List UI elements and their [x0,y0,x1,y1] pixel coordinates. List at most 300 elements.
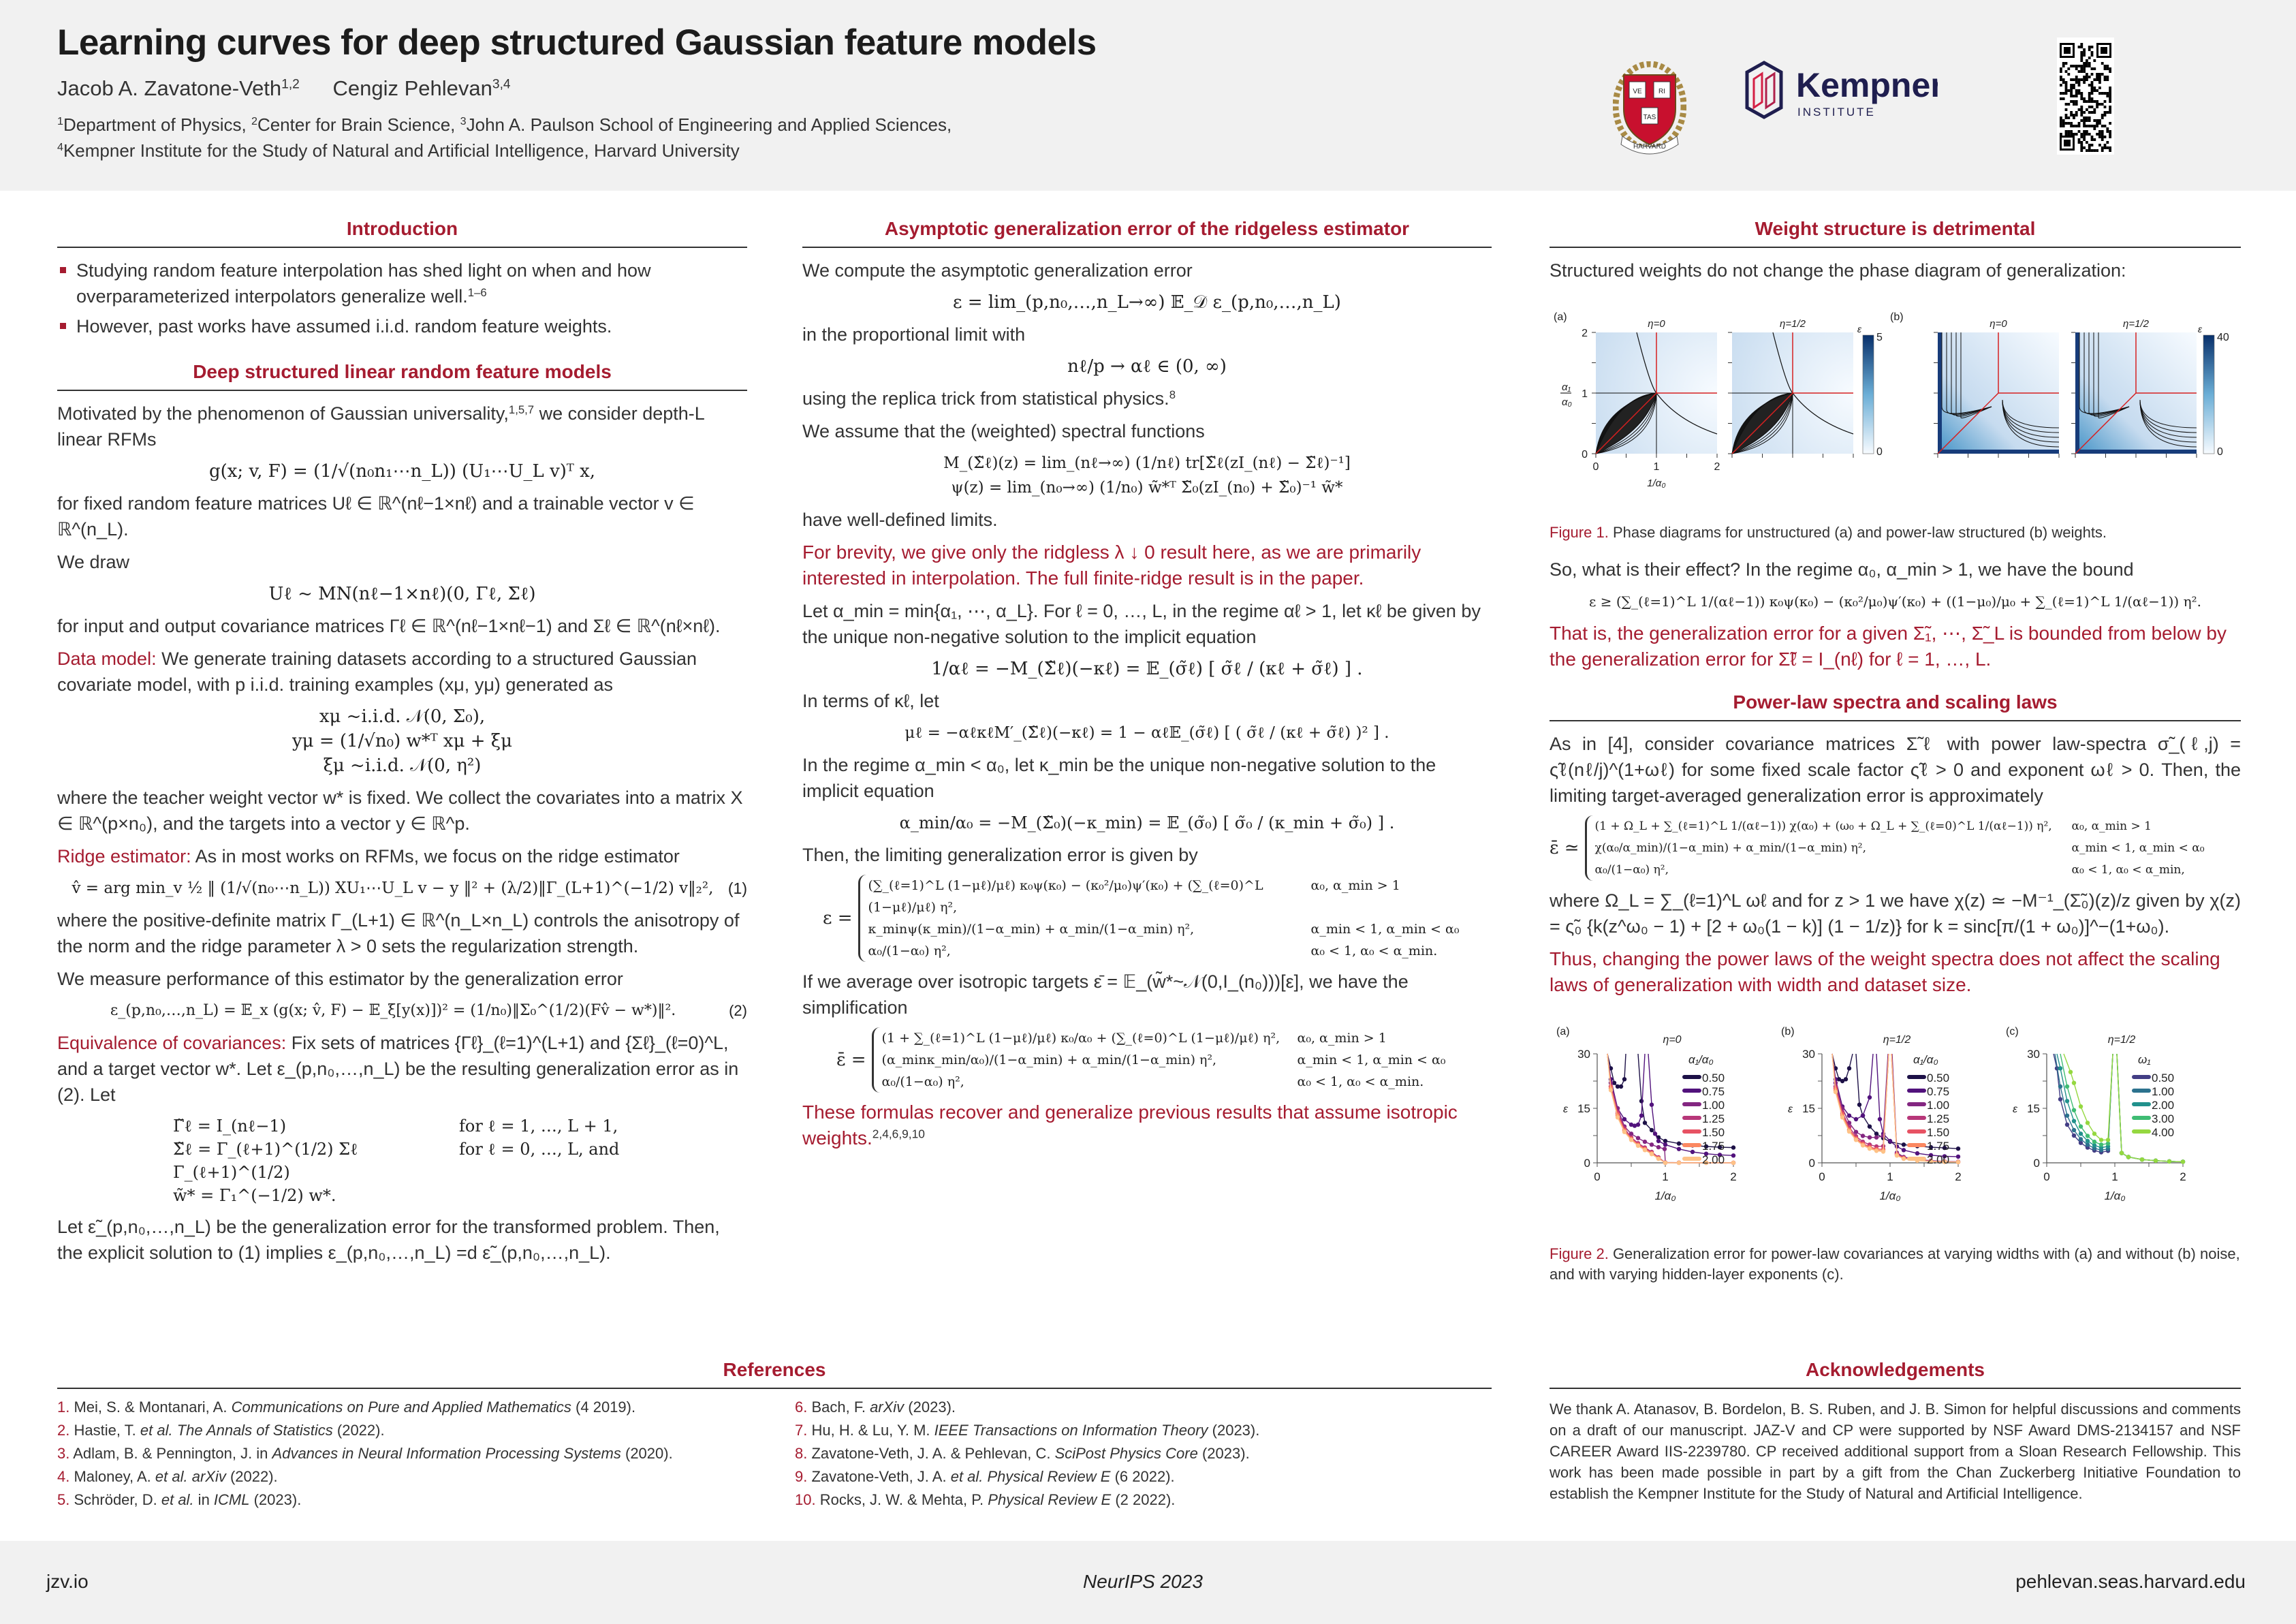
references-column [57,1396,754,1512]
qr-module [2083,51,2086,54]
case-cond: α_min < 1, α_min < α₀ [1310,922,1460,937]
data-point [1622,1117,1626,1121]
qr-module [2109,146,2111,149]
qr-module [2075,89,2078,92]
qr-module [2078,70,2081,73]
header-band [0,0,2296,191]
qr-module [2101,133,2104,136]
x-axis-label: 1/α₀ [1879,1189,1901,1202]
reference-text: arXiv [870,1399,905,1416]
y-axis-label: ε [2013,1104,2018,1115]
data-point [2072,1128,2076,1132]
paragraph: where the teacher weight vector w* is fixed. We collect the covariates into a matrix X ∈ ℝ^(p×n₀), and the targets into a vector y ∈ ℝ^p. [57,787,743,834]
qr-module [2093,100,2096,103]
qr-module [2060,116,2062,119]
case-row [868,940,1460,962]
paragraph: In the regime α_min < α₀, let κ_min be the unique non-negative solution to the implicit equation [802,755,1436,801]
figure-1-caption [1550,522,2241,543]
affil-text: John A. Paulson School of Engineering and Applied Sciences, [466,114,952,135]
figure-2-caption [1550,1244,2241,1285]
affil-sup: 4 [57,141,63,154]
qr-module [2091,87,2094,89]
legend-label: 0.75 [1702,1085,1725,1098]
qr-module [2109,136,2111,138]
kempner-sub: INSTITUTE [1797,106,1876,119]
qr-module [2078,78,2081,81]
poster-title: Learning curves for deep structured Gaussian feature models [57,22,1097,63]
data-point [1636,1144,1640,1148]
qr-module [2078,84,2081,87]
acknowledgements-section [1550,1359,2241,1511]
qr-module [2096,133,2098,136]
legend-label: 3.00 [2152,1112,2175,1125]
panel-title: η=1/2 [2123,318,2149,330]
qr-module [2062,125,2065,127]
equation-number: (1) [727,879,747,897]
footer-link-lab[interactable]: pehlevan.seas.harvard.edu [2015,1571,2246,1592]
case-row [882,1071,1446,1093]
qr-module [2070,89,2073,92]
case-expr: κ_minψ(κ_min)/(1−α_min) + α_min/(1−α_min) η², [868,922,1195,937]
eq-line: ξμ ~i.i.d. 𝒩(0, η²) [323,755,482,776]
paragraph-data-model [57,646,747,698]
qr-module [2070,100,2073,103]
citation-sup: 1,5,7 [508,403,535,416]
data-point [1629,1138,1633,1142]
qr-module [2080,114,2083,116]
reference-text: (2 2022). [1111,1491,1176,1508]
reference-text: Zavatone-Veth, J. A. & Pehlevan, C. [811,1445,1055,1462]
qr-module [2091,51,2094,54]
qr-module [2098,122,2101,125]
shield-text: TAS [1643,114,1656,121]
qr-module [2070,111,2073,114]
data-point [2058,1084,2062,1089]
data-point [1902,1157,1906,1161]
qr-module [2075,125,2078,127]
case-row [868,918,1460,940]
qr-module [2078,65,2081,67]
data-point [1677,1147,1681,1151]
equation-number: (2) [729,1002,747,1019]
author-name: Jacob A. Zavatone-Veth [57,76,282,100]
label: Equivalence of covariances: [57,1033,287,1053]
reference-text: (2023). [1197,1445,1250,1462]
eq-lhs: ε̄ = [836,1050,866,1070]
x-axis-label: 1/α₀ [1654,1189,1676,1202]
qr-module [2080,54,2083,57]
qr-module [2093,111,2096,114]
qr-module [2104,125,2107,127]
qr-module [2083,100,2086,103]
qr-module [2078,125,2081,127]
author-affil-sup: 3,4 [492,77,511,92]
case-expr: (1 + ∑_(ℓ=1)^L (1−μℓ)/μℓ) κ₀/α₀ + (∑_(ℓ=0)^L (1−μℓ)/μℓ) η², [881,1031,1280,1046]
qr-module [2078,141,2081,144]
data-point [1844,1077,1848,1081]
qr-module [2086,100,2088,103]
qr-module [2088,76,2091,78]
qr-module [2062,65,2065,67]
qr-module [2101,92,2104,95]
qr-module [2109,92,2111,95]
data-point [1847,1114,1851,1118]
data-point [1622,1077,1626,1081]
qr-module [2109,130,2111,133]
data-point [2065,1114,2069,1118]
reference-text: (2023). [249,1491,302,1508]
qr-module [2091,138,2094,141]
affiliations-line-1 [57,114,952,136]
qr-module [2104,136,2107,138]
data-point [1956,1155,1960,1159]
paragraph: We measure performance of this estimator by the generalization error [57,969,623,989]
reference-number: 5. [57,1491,74,1508]
section-title-introduction: Introduction [57,218,747,248]
case-expr: α₀/(1−α₀) η², [1594,863,1669,877]
qr-module [2088,133,2091,136]
qr-module [2086,119,2088,122]
qr-module [2096,100,2098,103]
qr-module [2078,122,2081,125]
qr-module [2104,78,2107,81]
qr-module [2106,78,2109,81]
qr-module [2075,95,2078,97]
qr-module [2075,114,2078,116]
qr-module [2083,48,2086,51]
qr-module [2086,130,2088,133]
reference-text: Bach, F. [811,1399,870,1416]
legend-label: 2.00 [1702,1153,1725,1166]
x-tick-label: 1 [1653,461,1660,473]
data-point [1639,1114,1644,1118]
y-tick-label: 2 [1582,328,1588,339]
y-tick-label: 15 [1577,1102,1590,1115]
qr-module [2086,65,2088,67]
qr-module [2060,122,2062,125]
data-point [1677,1142,1681,1146]
qr-module [2075,78,2078,81]
x-tick-label: 1 [1662,1170,1669,1183]
qr-module [2078,46,2081,48]
paragraph: If we average over isotropic targets ε̄ = 𝔼_(w̃*~𝒩(0,I_(n₀)))[ε], we have the simplification [802,971,1409,1018]
chart-title: η=0 [1663,1034,1682,1046]
qr-module [2073,95,2075,97]
affil-text: Kempner Institute for the Study of Natural and Artificial Intelligence, Harvard University [63,140,740,161]
case-row [868,875,1460,918]
qr-module [2086,76,2088,78]
colorbar-min: 0 [2217,446,2223,458]
y-axis-label-den: α₀ [1562,396,1572,408]
data-point [1834,1090,1838,1094]
author-list [57,76,538,101]
reference-text: Maloney, A. [74,1468,155,1485]
panel-label: (a) [1556,1026,1570,1037]
data-point [2079,1125,2083,1129]
data-point [1902,1142,1906,1146]
paragraph: for fixed random feature matrices Uℓ ∈ ℝ^(nℓ−1×nℓ) and a trainable vector v ∈ ℝ^(n_L). [57,493,695,540]
qr-module [2075,133,2078,136]
qr-module [2070,84,2073,87]
qr-module [2080,51,2083,54]
data-point [1663,1147,1667,1151]
qr-module [2091,84,2094,87]
qr-module [2065,122,2068,125]
reference-text: Hastie, T. [74,1422,140,1439]
qr-module [2109,111,2111,114]
qr-module [2096,125,2098,127]
eq-lhs: Γ̃ℓ = I_(nℓ−1) [173,1116,287,1136]
qr-module [2093,125,2096,127]
qr-module [2083,136,2086,138]
data-point [1650,1103,1654,1107]
qr-module [2073,65,2075,67]
reference-item [57,1442,754,1465]
reference-number: 4. [57,1468,74,1485]
harvard-shield-logo [1613,61,1686,157]
data-point [2092,1140,2096,1144]
data-point [2069,1070,2073,1074]
data-point [1639,1099,1644,1103]
cases-block [1585,815,2205,881]
qr-module [2065,133,2068,136]
colorbar [2203,335,2214,454]
learning-curve-chart [1556,1026,1737,1202]
case-expr: α₀/(1−α₀) η², [881,1074,964,1089]
data-point [2065,1099,2069,1103]
paragraph: We compute the asymptotic generalization error [802,260,1193,281]
qr-module [2098,76,2101,78]
qr-module [2093,59,2096,62]
qr-module [2080,46,2083,48]
data-point [2072,1108,2076,1112]
colorbar-label: ε [1857,324,1861,334]
qr-module [2104,111,2107,114]
data-point [1868,1125,1872,1129]
equation-spectral [802,451,1492,500]
qr-module [2065,114,2068,116]
reference-text: et al. [161,1491,194,1508]
equation-ridge [57,876,747,901]
qr-module [2073,125,2075,127]
footer-link-website[interactable]: jzv.io [46,1571,89,1592]
qr-module [2073,84,2075,87]
qr-module [2065,92,2068,95]
reference-text: Advances in Neural Information Processing Systems [272,1445,621,1462]
qr-module [2070,130,2073,133]
case-expr: (α_minκ_min/α₀)/(1−α_min) + α_min/(1−α_min) η², [881,1052,1217,1067]
qr-module [2098,73,2101,76]
qr-module [2098,103,2101,106]
panel-title: η=0 [1648,318,1665,330]
qr-module [2088,48,2091,51]
data-point [2065,1084,2069,1089]
author-affil-sup: 1,2 [281,77,300,92]
paragraph: where Ω_L = ∑_(ℓ=1)^L ωℓ and for z > 1 we have χ(z) ≃ −M⁻¹_(Σ̃₀)(z)/z given by χ(z) = ς̃₀ {k(z^ω₀ − 1) + [2 + ω₀(1 − k)] (1 − 1/z)} for k = sinc[π/(1 + ω₀)]^−(1+ω₀). [1550,890,2241,937]
eq-row [173,1138,747,1184]
caption-label: Figure 2. [1550,1245,1609,1262]
colorbar-max: 40 [2217,332,2229,343]
qr-module [2080,95,2083,97]
affil-text: Department of Physics, [63,114,251,135]
qr-module [2101,116,2104,119]
case-cond: α_min < 1, α_min < α₀ [1297,1052,1446,1067]
reference-text: Physical Review E [988,1491,1112,1508]
data-point [1956,1160,1960,1164]
qr-module [2060,78,2062,81]
qr-module [2109,106,2111,108]
qr-module [2073,133,2075,136]
qr-module [2091,111,2094,114]
footer-band [0,1541,2296,1624]
column-right [1550,218,2241,1298]
equation-U: Uℓ ~ MN(nℓ−1×nℓ)(0, Γℓ, Σℓ) [268,584,536,604]
qr-module [2065,89,2068,92]
qr-module [2098,81,2101,84]
qr-module [2080,136,2083,138]
legend-label: 1.75 [1702,1140,1725,1153]
data-point [2058,1066,2062,1070]
qr-module [2086,108,2088,111]
reference-text: (2023). [904,1399,956,1416]
reference-number: 3. [57,1445,74,1462]
data-point [1653,1131,1657,1136]
qr-module [2083,54,2086,57]
data-point [1895,1153,1899,1157]
chart-title: η=1/2 [1883,1034,1911,1046]
colorbar-min: 0 [1876,446,1883,458]
chart-title: η=1/2 [2107,1034,2136,1046]
qr-module [2075,92,2078,95]
reference-item [57,1488,754,1512]
y-axis-label-num: α₁ [1562,381,1571,393]
qr-module [2086,59,2088,62]
data-point [2092,1131,2096,1136]
affiliations-line-2 [57,140,740,161]
data-point [1840,1115,1844,1119]
qr-module [2104,146,2107,149]
data-point [1861,1143,1865,1147]
reference-text: (6 2022). [1110,1468,1175,1485]
qr-module [2062,62,2065,65]
case-expr: χ(α₀/α_min)/(1−α_min) + α_min/(1−α_min) η², [1594,841,1867,855]
data-point [1663,1161,1667,1165]
reference-number: 1. [57,1399,74,1416]
qr-module [2060,70,2062,73]
eq-rhs: for ℓ = 1, …, L + 1, [459,1116,618,1136]
qr-module [2109,70,2111,73]
qr-module [2067,67,2070,70]
series-line-0.75 [1832,1054,1873,1119]
section-title-acknowledgements: Acknowledgements [1550,1359,2241,1389]
x-tick-label: 0 [1819,1170,1825,1183]
equation-mu: μℓ = −αℓκℓM′_(Σ̃ℓ)(−κℓ) = 1 − αℓ𝔼_(σ̃ℓ) [ ( σ̃ℓ / (κℓ + σ̃ℓ) )² ] . [905,724,1389,742]
paragraph [57,401,747,452]
qr-module [2080,141,2083,144]
data-point [2106,1138,2110,1142]
reference-text: ICML [213,1491,250,1508]
qr-module [2067,73,2070,76]
qr-module [2109,89,2111,92]
qr-module [2096,119,2098,122]
cases-block [858,875,1460,962]
legend-label: 0.50 [1702,1072,1725,1084]
qr-module [2080,67,2083,70]
reference-number: 2. [57,1422,74,1439]
qr-module [2062,119,2065,122]
qr-module [2093,138,2096,141]
paragraph-equivalence [57,1030,747,1108]
data-point [1861,1134,1865,1138]
data-point [1854,1117,1858,1121]
panel-label: (b) [1781,1026,1795,1037]
paragraph: Let α_min = min{α₁, ⋯, α_L}. For ℓ = 0, …, L, in the regime αℓ > 1, let κℓ be given by the unique non-negative solution to the implicit equation [802,601,1481,647]
qr-module [2093,89,2096,92]
qr-module [2070,78,2073,81]
paragraph: We assume that the (weighted) spectral functions [802,421,1205,441]
qr-module [2096,103,2098,106]
caption-text: Phase diagrams for unstructured (a) and power-law structured (b) weights. [1608,524,2107,541]
qr-module [2093,119,2096,122]
data-point [1643,1148,1647,1152]
cases-block [872,1027,1446,1093]
qr-module [2101,138,2104,141]
data-point [2065,1123,2069,1127]
data-point [1847,1129,1851,1134]
qr-module [2096,73,2098,76]
data-point [2079,1137,2083,1141]
reference-item [795,1488,1492,1512]
qr-module [2075,103,2078,106]
references-column [754,1396,1492,1512]
reference-text: (2020). [620,1445,673,1462]
text: These formulas recover and generalize previous results that assume isotropic weights. [802,1102,1458,1149]
section-title-asymptotic: Asymptotic generalization error of the ridgeless estimator [802,218,1492,248]
qr-module [2083,122,2086,125]
qr-module [2075,111,2078,114]
eq-line: xμ ~i.i.d. 𝒩(0, Σ₀), [319,706,486,727]
bullet-text: Studying random feature interpolation has shed light on when and how overparameterized interpolators generalize well. [76,260,651,307]
qr-module [2098,119,2101,122]
legend-label: 1.50 [1702,1126,1725,1139]
qr-module [2093,108,2096,111]
qr-module [2086,133,2088,136]
data-point [1731,1145,1735,1149]
heatmap-dark-edge [2075,450,2197,454]
reference-text: Zavatone-Veth, J. A. [811,1468,951,1485]
qr-module [2109,67,2111,70]
series-line-1.00 [1832,1054,1888,1138]
qr-module [2080,106,2083,108]
case-cond: α₀ < 1, α₀ < α_min. [1310,943,1438,958]
case-row [882,1049,1446,1071]
qr-module [2078,81,2081,84]
author-name: Cengiz Pehlevan [332,76,492,100]
eq-lhs: ε̄ ≃ [1550,838,1579,858]
x-tick-label: 0 [1592,461,1599,473]
qr-module [2067,116,2070,119]
qr-module [2091,106,2094,108]
qr-module [2080,57,2083,59]
qr-module [2096,106,2098,108]
qr-module [2062,92,2065,95]
qr-module [2096,78,2098,81]
paragraph [802,386,1492,411]
case-cond: α₀ < 1, α₀ < α_min. [1297,1074,1424,1089]
qr-module [2083,81,2086,84]
paragraph: As in [4], consider covariance matrices Σ̃ℓ with power law-spectra σ̃_(ℓ,j) = ς̃ℓ(nℓ/j)^(1+ωℓ) for some fixed scale factor ς̃ℓ > 0 and exponent ωℓ > 0. Then, the limiting target-averaged generalization error is approximately [1550,734,2241,806]
qr-code[interactable] [2057,37,2114,155]
